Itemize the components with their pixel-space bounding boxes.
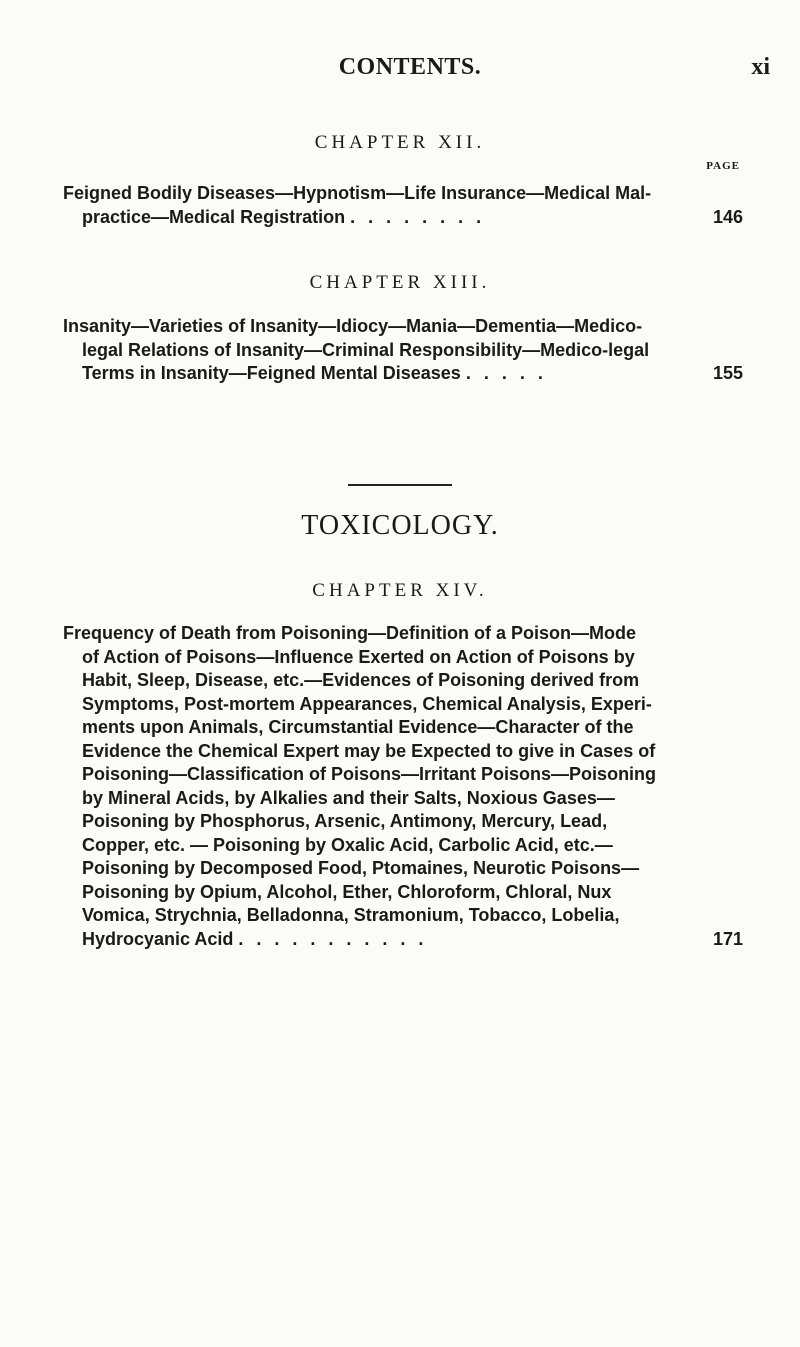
section-divider (348, 484, 452, 486)
entry-line: Vomica, Strychnia, Belladonna, Stramonium, Tobacco, Lobelia, (82, 905, 620, 925)
page-number: 155 (712, 363, 743, 383)
entry-line-last (63, 206, 743, 230)
entry-line: by Mineral Acids, by Alkalies and their Salts, Noxious Gases— (82, 787, 615, 808)
chapter-xii-entry[interactable] (63, 182, 743, 229)
section-title: TOXICOLOGY. (301, 510, 499, 541)
leader-dots: . . . . . . . . . . . (238, 928, 428, 949)
entry-text: Hydrocyanic Acid (82, 928, 234, 949)
entry-line: Poisoning by Opium, Alcohol, Ether, Chloroform, Chloral, Nux (82, 881, 612, 902)
entry-line-last (63, 928, 743, 952)
page-column-label: PAGE (706, 160, 740, 172)
entry-line: Evidence the Chemical Expert may be Expected to give in Cases of (82, 740, 656, 761)
entry-line: of Action of Poisons—Influence Exerted on Action of Poisons by (82, 646, 635, 667)
entry-line: Frequency of Death from Poisoning—Definition of a Poison—Mode (63, 623, 637, 643)
page-folio: xi (751, 54, 770, 80)
entry-line: Insanity—Varieties of Insanity—Idiocy—Mania—Dementia—Medico- (63, 316, 643, 336)
chapter-xiv-entry[interactable] (63, 622, 743, 951)
entry-line-last (63, 362, 743, 386)
running-head (0, 50, 800, 84)
entry-line: Poisoning by Decomposed Food, Ptomaines, Neurotic Poisons— (82, 858, 640, 878)
entry-line: Poisoning by Phosphorus, Arsenic, Antimony, Mercury, Lead, (82, 811, 608, 831)
chapter-xii-heading: CHAPTER XII. (314, 132, 486, 153)
chapter-xiii-entry[interactable] (63, 315, 743, 386)
entry-line: Copper, etc. — Poisoning by Oxalic Acid, Carbolic Acid, etc.— (82, 834, 613, 855)
running-title: CONTENTS. (338, 54, 482, 80)
entry-line: Habit, Sleep, Disease, etc.—Evidences of Poisoning derived from (82, 670, 640, 690)
chapter-xiii-heading: CHAPTER XIII. (309, 272, 491, 293)
entry-line: Feigned Bodily Diseases—Hypnotism—Life Insurance—Medical Mal- (63, 183, 652, 203)
page-number: 146 (712, 206, 743, 227)
leader-dots: . . . . . (465, 363, 547, 383)
leader-dots: . . . . . . . . (350, 206, 486, 227)
entry-line: Symptoms, Post-mortem Appearances, Chemical Analysis, Experi- (82, 693, 652, 714)
entry-text: practice—Medical Registration (82, 206, 346, 227)
page-number: 171 (712, 928, 743, 949)
chapter-xiv-heading: CHAPTER XIV. (312, 580, 488, 601)
entry-line: ments upon Animals, Circumstantial Evidence—Character of the (82, 717, 634, 737)
entry-line: Poisoning—Classification of Poisons—Irritant Poisons—Poisoning (82, 764, 657, 784)
entry-text: Terms in Insanity—Feigned Mental Diseases (82, 363, 461, 383)
entry-line: legal Relations of Insanity—Criminal Responsibility—Medico-legal (82, 339, 650, 360)
